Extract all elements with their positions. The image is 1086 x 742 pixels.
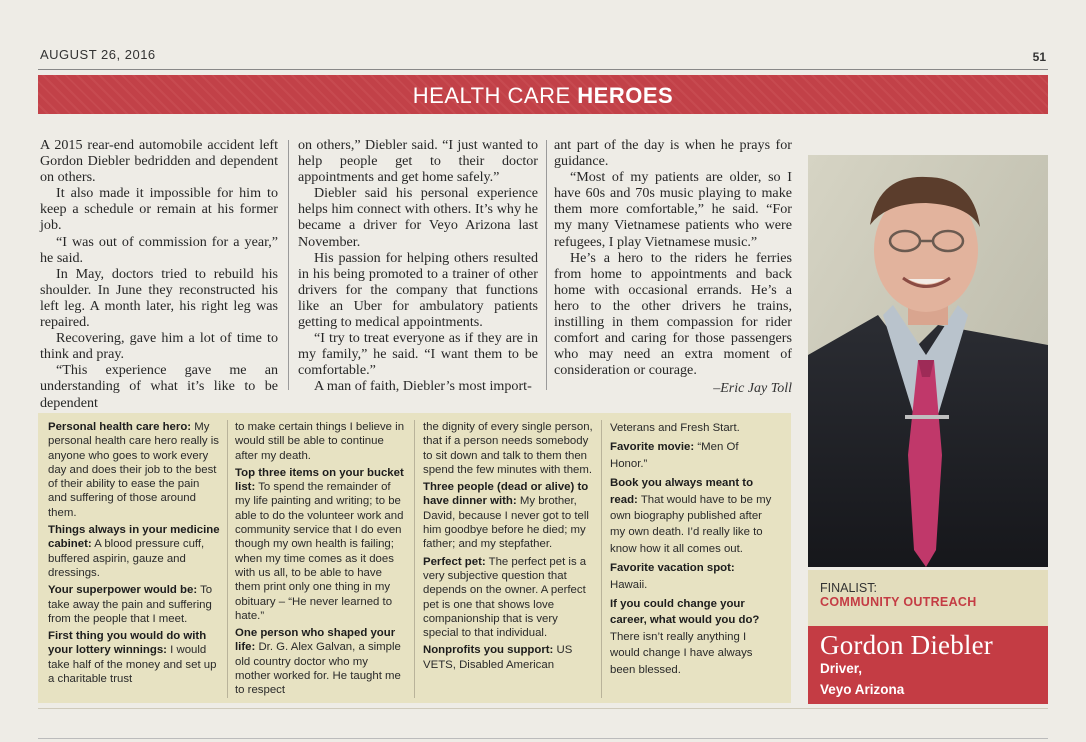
award-category: COMMUNITY OUTREACH <box>820 595 977 609</box>
qa-item <box>48 583 220 626</box>
section-title-light: HEALTH CARE <box>412 83 571 108</box>
section-banner <box>38 75 1048 114</box>
article-paragraph: A man of faith, Diebler’s most import- <box>314 378 532 395</box>
qa-answer: Dr. G. Alex Galvan, a simple old country doctor who my mother worked for. He taught me to respect <box>235 641 401 697</box>
article-paragraph: It also made it impossible for him to keep a schedule or remain at his former job. <box>40 185 278 234</box>
qa-question: Top three items on your bucket list: <box>235 466 404 494</box>
article-paragraph: “This experience gave me an understanding of what it’s like to be dependent <box>40 362 278 411</box>
qa-answer: To spend the remainder of my life painting and writing; to be able to do the volunteer work and community service that I do even though my own health is failing; when my time comes as it does with us all, to be able to have them print only one thing in my obituary – “He never learned to hate.” <box>235 481 404 622</box>
qa-question: Three people (dead or alive) to have dinner with: <box>423 481 589 508</box>
column-divider <box>546 140 547 390</box>
qa-answer: US VETS, Disabled American <box>423 644 573 671</box>
qa-column-3 <box>423 420 593 675</box>
qa-question: Favorite movie: <box>610 441 695 454</box>
article-paragraph: ant part of the day is when he prays for guidance. <box>554 137 792 170</box>
section-title-bold: HEROES <box>577 83 674 108</box>
qa-question: Favorite vacation spot: <box>610 562 735 575</box>
article-paragraph: Recovering, gave him a lot of time to think and pray. <box>40 330 278 363</box>
portrait-photo <box>808 155 1048 567</box>
qa-question: Perfect pet: <box>423 555 486 568</box>
article-paragraph: A 2015 rear-end automobile accident left Gordon Diebler bedridden and dependent on others. <box>40 137 278 186</box>
qa-item <box>610 420 775 436</box>
qa-item <box>48 629 220 686</box>
article-column-1 <box>40 137 278 411</box>
caption-name-box <box>808 626 1048 704</box>
article-paragraph: In May, doctors tried to rebuild his shoulder. In June they reconstructed his left leg. A month later, his right leg was repaired. <box>40 265 278 331</box>
article-paragraph: His passion for helping others resulted in his being promoted to a trainer of other drivers for the company that functions like an Uber for ambulatory patients getting to medical appointments. <box>298 249 538 331</box>
caption-category-box <box>808 570 1048 626</box>
qa-column-2 <box>235 420 405 701</box>
article-paragraph: He’s a hero to the riders he ferries from home to appointments and back home with occasional errands. He’s a hero to the other drivers he trains, instilling in them compassion for rider comfort and caring for those passengers who may need an extra moment of consideration or courage. <box>554 249 792 379</box>
qa-item <box>235 420 405 463</box>
qa-answer: A blood pressure cuff, buffered aspirin, gauze and dressings. <box>48 538 205 579</box>
qa-divider <box>414 420 415 698</box>
qa-item <box>235 466 405 623</box>
issue-date: AUGUST 26, 2016 <box>40 47 156 62</box>
qa-item <box>610 439 775 472</box>
column-divider <box>288 140 289 390</box>
qa-answer: That would have to be my own biography published after my own death. I’d really like to know how it all comes out. <box>610 493 772 555</box>
qa-answer: I would take half of the money and set up a charitable trust <box>48 644 217 686</box>
qa-item <box>235 626 405 697</box>
qa-divider <box>601 420 602 698</box>
article-column-2 <box>298 137 538 395</box>
qa-item <box>423 480 593 551</box>
honoree-role: Driver, <box>820 661 863 676</box>
section-title <box>38 83 1048 109</box>
portrait-illustration <box>808 155 1048 567</box>
qa-column-1 <box>48 420 220 689</box>
article-paragraph: “I was out of commission for a year,” he said. <box>40 233 278 266</box>
qa-answer: To take away the pain and suffering from the people that I meet. <box>48 584 213 625</box>
qa-question: One person who shaped your life: <box>235 627 396 654</box>
honoree-name: Gordon Diebler <box>820 630 994 660</box>
qa-divider <box>227 420 228 698</box>
qa-answer: “Men Of Honor.” <box>610 441 739 470</box>
qa-item <box>610 596 775 678</box>
qa-question: First thing you would do with your lottery winnings: <box>48 630 207 657</box>
qa-answer: Hawaii. <box>610 578 648 591</box>
qa-answer: the dignity of every single person, that if a person needs somebody to sit down and talk to them then spend the few minutes with them. <box>423 421 593 476</box>
qa-item <box>610 560 775 593</box>
footer-rule <box>38 738 1048 739</box>
qa-question: Book you always meant to read: <box>610 477 754 506</box>
qa-column-4 <box>610 420 775 681</box>
finalist-label: FINALIST: <box>820 581 877 595</box>
qa-item <box>423 420 593 477</box>
article-paragraph: on others,” Diebler said. “I just wanted to help people get to their doctor appointments and get home safely.” <box>298 137 538 186</box>
article-paragraph: Diebler said his personal experience helps him connect with others. It’s why he became a driver for Veyo Arizona last November. <box>298 185 538 250</box>
page-number: 51 <box>1032 50 1046 64</box>
qa-item <box>48 523 220 580</box>
qa-answer: Veterans and Fresh Start. <box>610 422 740 434</box>
qa-item <box>423 555 593 641</box>
qa-question: Nonprofits you support: <box>423 644 554 657</box>
header-rule <box>38 69 1048 70</box>
qa-answer: The perfect pet is a very subjective question that depends on the owner. A perfect pet is one that shows love companionship that is very special to that individual. <box>423 555 587 640</box>
footer-rule <box>38 708 1048 709</box>
qa-item <box>48 420 220 520</box>
qa-answer: My brother, David, because I never got to tell him goodbye before he died; my father; and my stepfather. <box>423 495 589 551</box>
article-paragraph: “Most of my patients are older, so I have 60s and 70s music playing to make them more comfortable,” he said. “For my many Vietnamese patients who were refugees, I play Vietnamese music.” <box>554 169 792 250</box>
byline: –Eric Jay Toll <box>713 381 792 396</box>
qa-question: If you could change your career, what would you do? <box>610 598 760 627</box>
qa-answer: to make certain things I believe in would still be able to continue after my death. <box>235 421 405 462</box>
qa-question: Things always in your medicine cabinet: <box>48 524 220 551</box>
qa-answer: There isn’t really anything I would change I have always been blessed. <box>610 630 753 676</box>
article-column-3 <box>554 137 792 378</box>
qa-item <box>423 643 593 672</box>
qa-question: Personal health care hero: <box>48 421 192 433</box>
qa-question: Your superpower would be: <box>48 584 198 597</box>
article-paragraph: “I try to treat everyone as if they are in my family,” he said. “I want them to be comfortable.” <box>298 330 538 379</box>
qa-item <box>610 475 775 557</box>
honoree-organization: Veyo Arizona <box>820 682 905 697</box>
qa-answer: My personal health care hero really is anyone who goes to work every day and does their job to the best of their ability to ease the pain and suffering of those around them. <box>48 421 219 519</box>
